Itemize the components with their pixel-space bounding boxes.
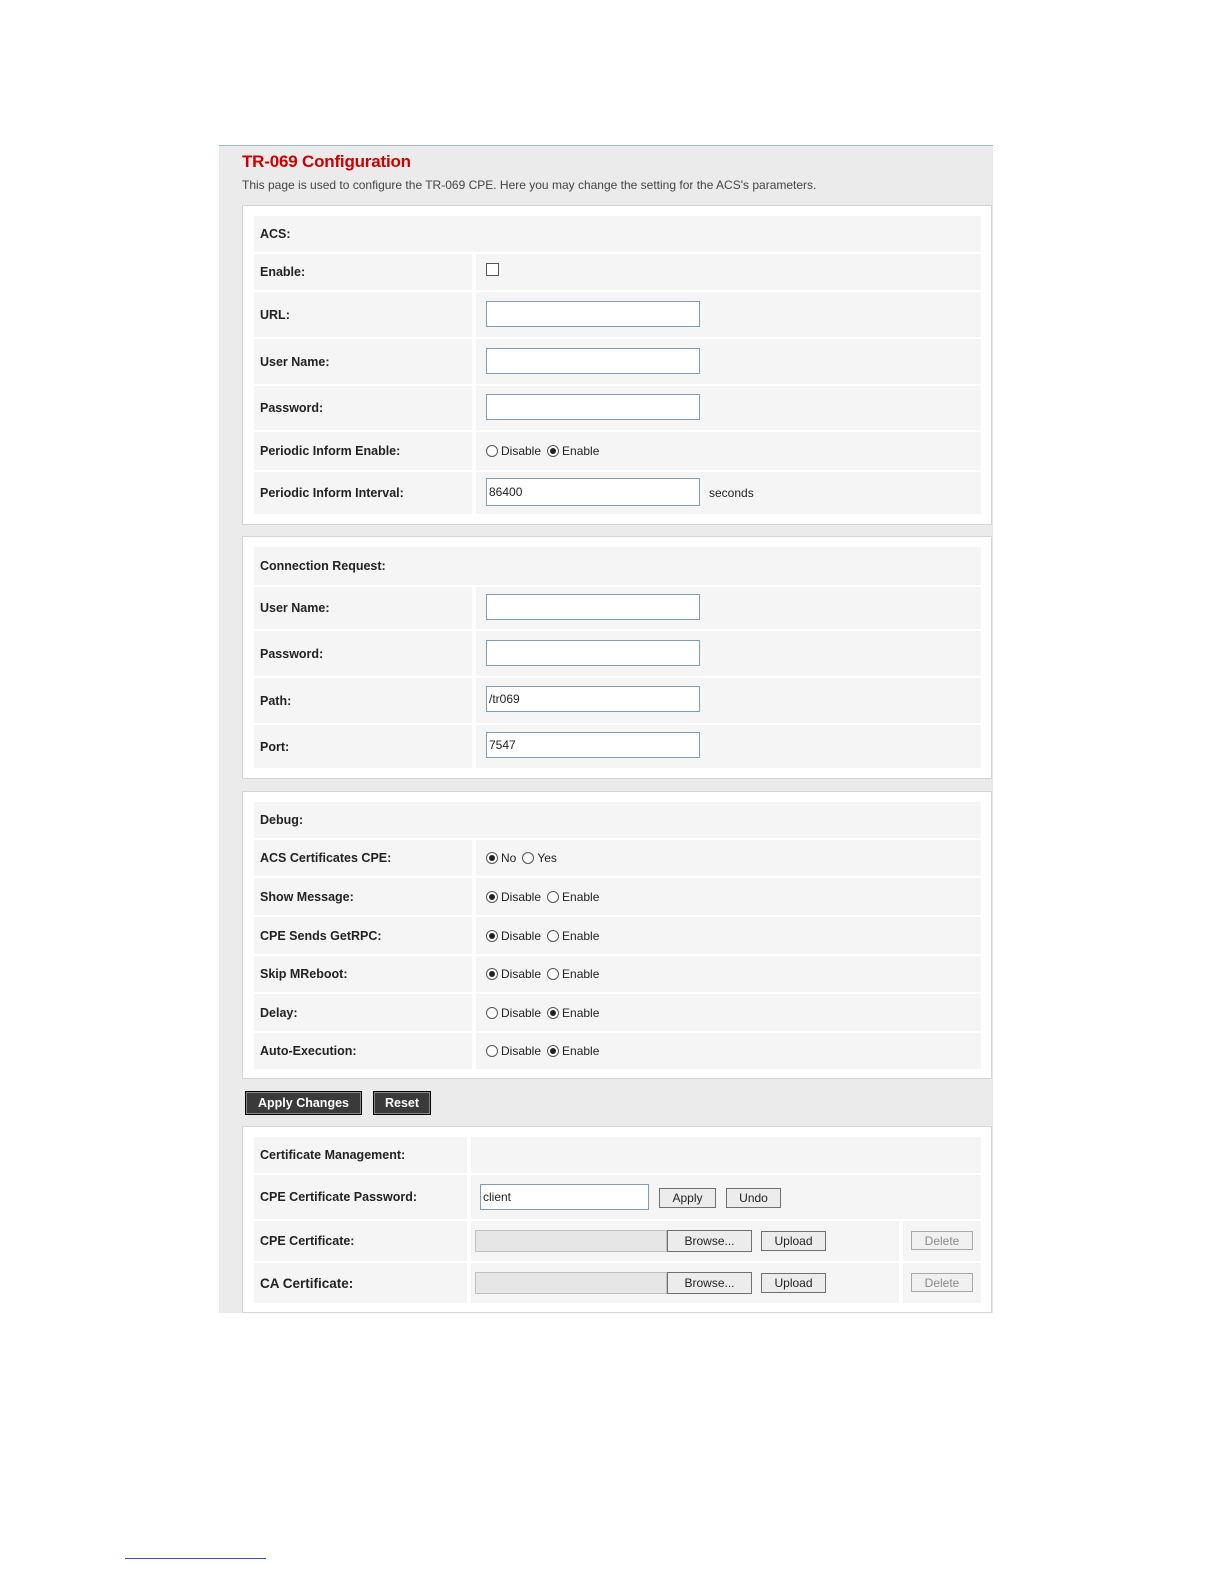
cpe-password-undo-button[interactable]: Undo: [726, 1188, 781, 1208]
reset-button[interactable]: Reset: [373, 1091, 431, 1115]
delay-enable-label: Enable: [562, 1005, 600, 1020]
periodic-enable-radio-group: [486, 444, 605, 458]
debug-section: [242, 791, 992, 1079]
show-message-radio-group: [486, 890, 605, 904]
acs-cert-no-radio[interactable]: [486, 852, 498, 864]
acs-cert-yes-radio[interactable]: [522, 852, 534, 864]
acs-heading-row: [254, 216, 981, 252]
acs-url-label: URL:: [254, 292, 472, 337]
cpe-password-apply-button[interactable]: Apply: [659, 1188, 716, 1208]
cpe-cert-delete-button[interactable]: Delete: [911, 1231, 973, 1250]
conn-port-input[interactable]: [486, 732, 700, 758]
acs-password-row: [254, 386, 981, 430]
acs-url-row: [254, 292, 981, 337]
skip-mreboot-enable-radio[interactable]: [547, 968, 559, 980]
delay-label: Delay:: [254, 994, 472, 1031]
acs-cert-radio-group: [486, 851, 563, 865]
getrpc-radio-group: [486, 929, 605, 943]
getrpc-row: [254, 917, 981, 954]
acs-cert-no-label: No: [501, 851, 517, 865]
skip-mreboot-label: Skip MReboot:: [254, 956, 472, 992]
periodic-enable-radio[interactable]: [547, 445, 559, 457]
footnote-separator: [125, 1558, 266, 1559]
show-message-enable-label: Enable: [562, 889, 600, 904]
periodic-enable-label: Periodic Inform Enable:: [254, 432, 472, 470]
certificate-heading: Certificate Management:: [254, 1137, 467, 1173]
conn-username-input[interactable]: [486, 594, 700, 620]
skip-mreboot-radio-group: [486, 967, 605, 981]
getrpc-disable-label: Disable: [501, 928, 542, 943]
periodic-interval-row: [254, 472, 981, 514]
acs-enable-row: [254, 254, 981, 290]
acs-username-row: [254, 339, 981, 384]
conn-password-label: Password:: [254, 631, 472, 676]
delay-row: [254, 994, 981, 1031]
delay-disable-radio[interactable]: [486, 1007, 498, 1019]
periodic-disable-label: Disable: [501, 444, 542, 458]
acs-enable-label: Enable:: [254, 254, 472, 290]
acs-url-input[interactable]: [486, 301, 700, 327]
conn-username-row: [254, 587, 981, 629]
show-message-row: [254, 878, 981, 915]
cpe-cert-label: CPE Certificate:: [254, 1221, 467, 1261]
auto-exec-enable-label: Enable: [562, 1044, 600, 1058]
periodic-disable-radio[interactable]: [486, 445, 498, 457]
conn-path-input[interactable]: [486, 686, 700, 712]
auto-exec-radio-group: [486, 1044, 605, 1058]
conn-username-label: User Name:: [254, 587, 472, 629]
conn-path-label: Path:: [254, 678, 472, 723]
auto-exec-enable-radio[interactable]: [547, 1045, 559, 1057]
page-description: This page is used to configure the TR-069 CPE. Here you may change the setting for the ACS's parameters.: [242, 178, 817, 192]
acs-password-label: Password:: [254, 386, 472, 430]
cpe-cert-file-field[interactable]: [475, 1230, 667, 1252]
getrpc-enable-radio[interactable]: [547, 930, 559, 942]
conn-password-input[interactable]: [486, 640, 700, 666]
show-message-enable-radio[interactable]: [547, 891, 559, 903]
acs-heading: ACS:: [254, 216, 981, 252]
ca-cert-file-field[interactable]: [475, 1272, 667, 1294]
conn-password-row: [254, 631, 981, 676]
getrpc-disable-radio[interactable]: [486, 930, 498, 942]
apply-changes-button[interactable]: Apply Changes: [245, 1091, 362, 1115]
conn-port-row: [254, 725, 981, 768]
show-message-disable-radio[interactable]: [486, 891, 498, 903]
show-message-disable-label: Disable: [501, 889, 542, 904]
ca-cert-row: [254, 1263, 981, 1303]
connection-heading-row: [254, 547, 981, 585]
connection-request-heading: Connection Request:: [254, 547, 981, 585]
skip-mreboot-enable-label: Enable: [562, 967, 600, 981]
page-title: TR-069 Configuration: [242, 152, 411, 171]
auto-exec-row: [254, 1033, 981, 1069]
periodic-interval-label: Periodic Inform Interval:: [254, 472, 472, 514]
cpe-password-label: CPE Certificate Password:: [254, 1175, 467, 1219]
ca-cert-delete-button[interactable]: Delete: [911, 1273, 973, 1292]
skip-mreboot-disable-label: Disable: [501, 967, 542, 981]
getrpc-label: CPE Sends GetRPC:: [254, 917, 472, 954]
cpe-cert-browse-button[interactable]: Browse...: [667, 1230, 752, 1252]
acs-cert-yes-label: Yes: [537, 851, 557, 865]
ca-cert-browse-button[interactable]: Browse...: [667, 1272, 752, 1294]
certificate-section: [242, 1126, 992, 1313]
debug-heading: Debug:: [254, 802, 981, 838]
delay-disable-label: Disable: [501, 1005, 542, 1020]
cpe-password-row: [254, 1175, 981, 1219]
getrpc-enable-label: Enable: [562, 928, 600, 943]
periodic-enable-row: [254, 432, 981, 470]
acs-password-input[interactable]: [486, 394, 700, 420]
auto-exec-label: Auto-Execution:: [254, 1033, 472, 1069]
connection-request-section: [242, 536, 992, 779]
cpe-cert-upload-button[interactable]: Upload: [761, 1231, 826, 1251]
delay-enable-radio[interactable]: [547, 1007, 559, 1019]
acs-section: [242, 205, 992, 525]
debug-heading-row: [254, 802, 981, 838]
cpe-password-input[interactable]: [480, 1184, 649, 1210]
conn-port-label: Port:: [254, 725, 472, 768]
periodic-enable-option-label: Enable: [562, 444, 600, 458]
ca-cert-label: CA Certificate:: [254, 1263, 467, 1303]
skip-mreboot-row: [254, 956, 981, 992]
acs-cert-row: [254, 840, 981, 876]
acs-username-input[interactable]: [486, 348, 700, 374]
periodic-interval-input[interactable]: [486, 478, 700, 506]
conn-path-row: [254, 678, 981, 723]
auto-exec-disable-label: Disable: [501, 1044, 542, 1058]
delay-radio-group: [486, 1006, 605, 1020]
auto-exec-disable-radio[interactable]: [486, 1045, 498, 1057]
acs-username-label: User Name:: [254, 339, 472, 384]
skip-mreboot-disable-radio[interactable]: [486, 968, 498, 980]
acs-cert-label: ACS Certificates CPE:: [254, 840, 472, 876]
acs-enable-checkbox[interactable]: [486, 263, 499, 276]
cert-heading-row: [254, 1137, 981, 1173]
show-message-label: Show Message:: [254, 878, 472, 915]
periodic-interval-unit: seconds: [709, 486, 754, 500]
ca-cert-upload-button[interactable]: Upload: [761, 1273, 826, 1293]
cpe-cert-row: [254, 1221, 981, 1261]
